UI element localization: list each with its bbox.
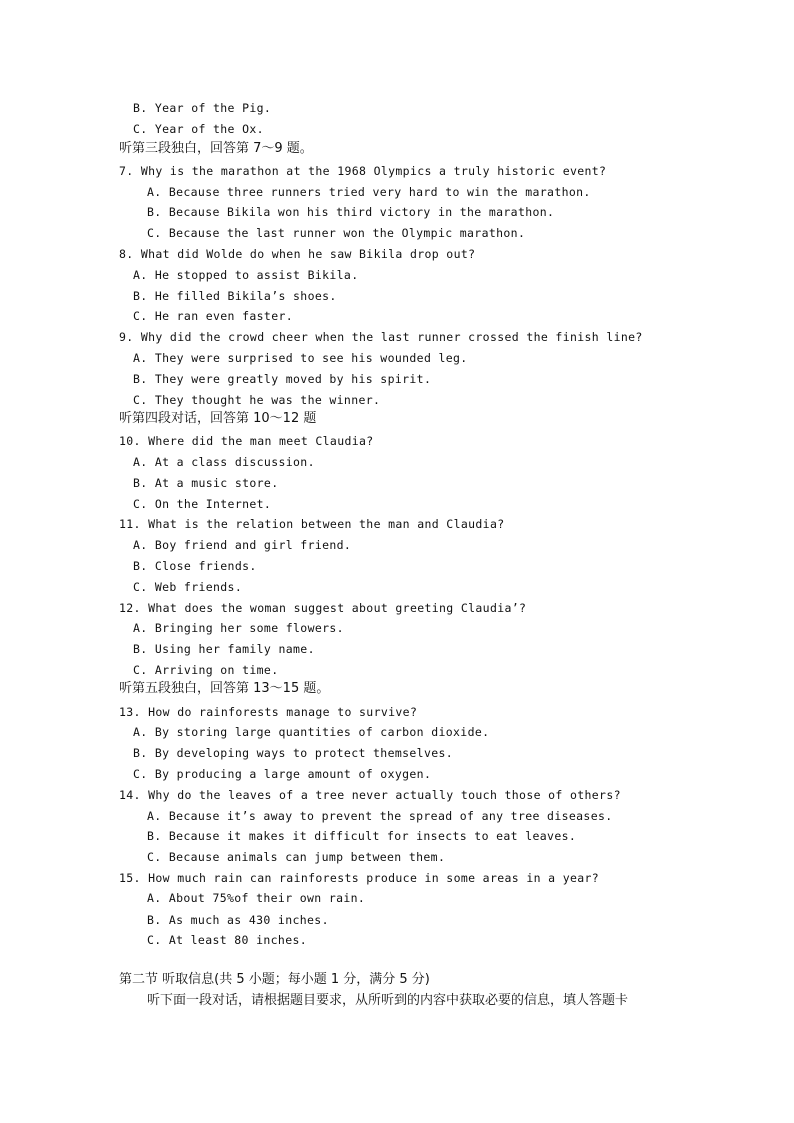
question-9: 9. Why did the crowd cheer when the last runner crossed the finish line? [119,330,643,344]
q11-option-b: B. Close friends. [133,559,257,573]
option-c-ox: C. Year of the Ox. [133,122,264,136]
question-8: 8. What did Wolde do when he saw Bikila drop out? [119,247,476,261]
q9-option-b: B. They were greatly moved by his spirit. [133,372,432,386]
question-11: 11. What is the relation between the man and Claudia? [119,517,505,531]
q13-option-a: A. By storing large quantities of carbon dioxide. [133,725,490,739]
q10-option-b: B. At a music store. [133,476,279,490]
q7-option-b: B. Because Bikila won his third victory in the marathon. [147,205,555,219]
q13-option-c: C. By producing a large amount of oxygen. [133,767,432,781]
question-7: 7. Why is the marathon at the 1968 Olympics a truly historic event? [119,164,607,178]
q9-option-c: C. They thought he was the winner. [133,393,381,407]
q12-option-c: C. Arriving on time. [133,663,279,677]
q9-option-a: A. They were surprised to see his wounded leg. [133,351,468,365]
section-5-instruction: 听第五段独白，回答第 13～15 题。 [119,681,330,696]
q8-option-b: B. He filled Bikila’s shoes. [133,289,337,303]
q10-option-a: A. At a class discussion. [133,455,315,469]
q7-option-a: A. Because three runners tried very hard to win the marathon. [147,185,591,199]
q15-option-b: B. As much as 430 inches. [147,913,329,927]
q12-option-b: B. Using her family name. [133,642,315,656]
question-14: 14. Why do the leaves of a tree never actually touch those of others? [119,788,621,802]
q14-option-b: B. Because it makes it difficult for insects to eat leaves. [147,829,577,843]
q8-option-c: C. He ran even faster. [133,309,294,323]
part-2-instruction: 听下面一段对话，请根据题目要求，从所听到的内容中获取必要的信息，填人答题卡 [147,993,629,1008]
q14-option-a: A. Because it’s away to prevent the spread of any tree diseases. [147,809,613,823]
question-12: 12. What does the woman suggest about greeting Claudia’? [119,601,527,615]
question-13: 13. How do rainforests manage to survive? [119,705,418,719]
option-b-pig: B. Year of the Pig. [133,101,272,115]
q12-option-a: A. Bringing her some flowers. [133,621,344,635]
q11-option-c: C. Web friends. [133,580,243,594]
q7-option-c: C. Because the last runner won the Olympic marathon. [147,226,526,240]
q14-option-c: C. Because animals can jump between them. [147,850,446,864]
question-15: 15. How much rain can rainforests produce in some areas in a year? [119,871,600,885]
part-2-heading: 第二节 听取信息(共 5 小题；每小题 1 分，满分 5 分) [119,972,430,987]
q8-option-a: A. He stopped to assist Bikila. [133,268,359,282]
q11-option-a: A. Boy friend and girl friend. [133,538,352,552]
q15-option-a: A. About 75%of their own rain. [147,891,366,905]
q10-option-c: C. On the Internet. [133,497,272,511]
q13-option-b: B. By developing ways to protect themselves. [133,746,454,760]
section-3-instruction: 听第三段独白，回答第 7～9 题。 [119,141,313,156]
question-10: 10. Where did the man meet Claudia? [119,434,374,448]
q15-option-c: C. At least 80 inches. [147,933,308,947]
section-4-instruction: 听第四段对话，回答第 10～12 题 [119,411,317,426]
